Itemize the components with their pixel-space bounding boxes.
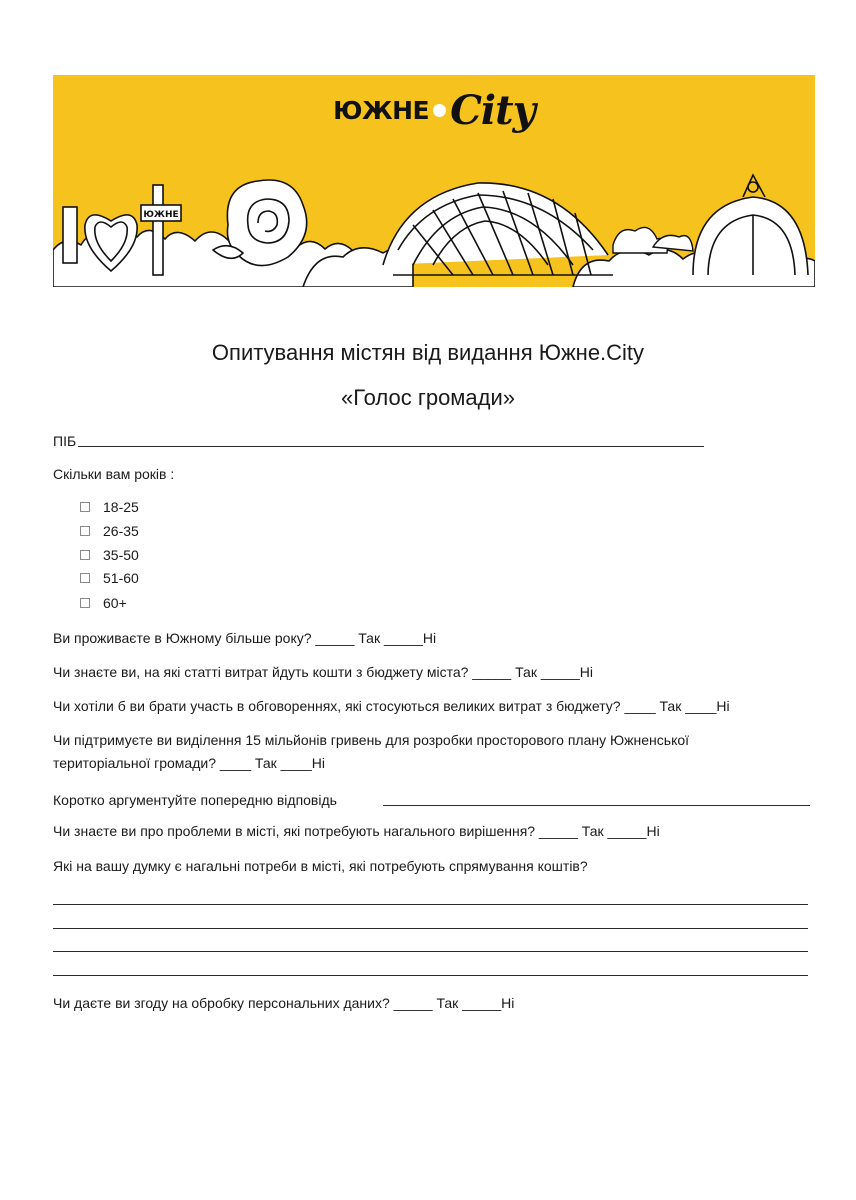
age-option-26-35[interactable] <box>80 521 139 541</box>
header-banner <box>53 75 815 287</box>
age-option-label: 35-50 <box>103 547 139 563</box>
logo-dot-icon <box>433 104 446 117</box>
checkbox-icon[interactable] <box>80 598 90 608</box>
age-option-60-plus[interactable] <box>80 593 127 613</box>
question-problems[interactable]: Чи знаєте ви про проблеми в місті, які потребують нагального вирішення? _____ Так _____Ні <box>53 823 660 839</box>
age-option-35-50[interactable] <box>80 545 139 565</box>
age-option-label: 60+ <box>103 595 127 611</box>
needs-answer-line[interactable] <box>53 951 808 952</box>
age-question: Скільки вам років : <box>53 466 175 482</box>
name-label: ПІБ <box>53 433 77 449</box>
argument-input-line[interactable] <box>383 805 810 806</box>
needs-answer-line[interactable] <box>53 928 808 929</box>
survey-title: Опитування містян від видання Южне.City <box>211 340 645 365</box>
question-needs: Які на вашу думку є нагальні потреби в місті, які потребують спрямування коштів? <box>53 858 588 874</box>
question-residence[interactable]: Ви проживаєте в Южному більше року? _____ Так _____Ні <box>53 630 437 646</box>
needs-answer-line[interactable] <box>53 975 808 976</box>
age-option-label: 26-35 <box>103 523 139 539</box>
age-option-51-60[interactable] <box>80 568 139 588</box>
name-input-line[interactable] <box>78 446 704 447</box>
question-support-line-2[interactable]: територіальної громади? ____ Так ____Ні <box>53 755 326 771</box>
age-option-label: 18-25 <box>103 499 139 515</box>
needs-answer-line[interactable] <box>53 904 808 905</box>
checkbox-icon[interactable] <box>80 550 90 560</box>
age-option-label: 51-60 <box>103 570 139 586</box>
question-support-line-1: Чи підтримуєте ви виділення 15 мільйонів гривень для розробки просторового плану Южненської <box>53 732 690 748</box>
checkbox-icon[interactable] <box>80 526 90 536</box>
logo-text-right: City <box>450 87 535 134</box>
age-option-18-25[interactable] <box>80 497 139 517</box>
question-argument: Коротко аргументуйте попередню відповідь <box>53 792 337 808</box>
survey-subtitle: «Голос громади» <box>340 385 516 410</box>
brand-logo <box>53 87 815 134</box>
checkbox-icon[interactable] <box>80 502 90 512</box>
logo-text-left: ЮЖНЕ <box>333 96 430 125</box>
sign-text: ЮЖНЕ <box>143 210 179 220</box>
question-consent[interactable]: Чи даєте ви згоду на обробку персональних даних? _____ Так _____Ні <box>53 995 515 1011</box>
checkbox-icon[interactable] <box>80 573 90 583</box>
question-discussions[interactable]: Чи хотіли б ви брати участь в обговореннях, які стосуються великих витрат з бюджету? ____ Так ____Ні <box>53 698 730 714</box>
question-budget-knowledge[interactable]: Чи знаєте ви, на які статті витрат йдуть кошти з бюджету міста? _____ Так _____Ні <box>53 664 593 680</box>
